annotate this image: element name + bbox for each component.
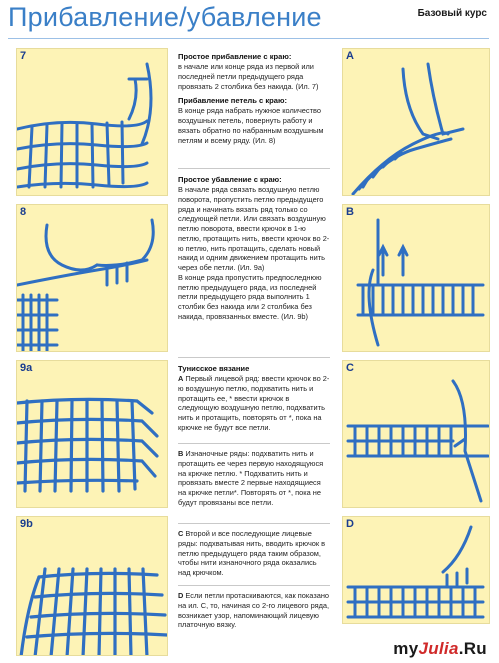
section-edge-increase <box>178 52 330 145</box>
section-edge-decrease <box>178 175 330 322</box>
section-heading: Тунисское вязание <box>178 364 250 373</box>
illustration-number: 8 <box>20 206 27 218</box>
site-watermark <box>393 639 487 659</box>
illustration-number: 9a <box>20 362 33 374</box>
illustration-letter: D <box>346 518 354 530</box>
step-letter: A <box>178 374 184 384</box>
illustration-D <box>342 516 490 624</box>
watermark-suffix: .Ru <box>458 639 487 658</box>
illustration-number: 9b <box>20 518 33 530</box>
illustration-A <box>342 48 490 196</box>
illustration-8 <box>16 204 168 352</box>
section-body: В конце ряда набрать нужное количество воздушных петель, повернуть работу и вязать обратно по набранным воздушным петлям и всему ряду. (Ил. 8) <box>178 106 324 145</box>
tunisian-drawing-B <box>343 205 490 352</box>
stitch-drawing-7 <box>17 49 168 196</box>
course-label: Базовый курс <box>417 8 487 19</box>
step-body: Первый лицевой ряд: ввести крючок во 2-ю воздушную петлю, подхватить нить и протащить ее, * ввести крючок в следующую воздушную петлю, подхватить нить и протащить, повторять от *, пока на крючке не будут все петли. <box>178 374 330 432</box>
illustration-B <box>342 204 490 352</box>
step-body: Изнаночные ряды: подхватить нить и протащить ее через первую находящуюся на крючке петлю. * Подхватить нить и провязать вместе 2 первые находящиеся на крючке петли*. Повторять от *, пока не будут провязаны все петли. <box>178 449 324 507</box>
illustration-9a <box>16 360 168 508</box>
section-heading: Прибавление петель с краю: <box>178 96 288 106</box>
illustration-letter: B <box>346 206 354 218</box>
section-body: В конце ряда пропустить предпоследнюю петлю предыдущего ряда, из последней петли предыдущего ряда выполнить 1 столбик без накида или 2 столбика без накида, провязанных вместе. (Ил. 9b) <box>178 272 322 321</box>
section-body: в начале или конце ряда из первой или последней петли предыдущего ряда провязать 2 столбика без накида. (Ил. 7) <box>178 62 319 91</box>
step-letter: C <box>178 529 184 538</box>
step-body: Если петли протаскиваются, как показано на ил. C, то, начиная со 2-го лицевого ряда, возникает узор, напоминающий лицевую платочную вязку. <box>178 591 330 630</box>
divider <box>178 523 330 524</box>
page-title: Прибавление/убавление <box>8 2 322 32</box>
title-divider <box>8 38 489 39</box>
section-body: В начале ряда связать воздушную петлю поворота, пропустить петлю предыдущего ряда и начинать вязать ряд только со следующей петли. Или связать воздушную петлю поворота, ввести крючок в 1-ю петлю, протащить нить, ввести крючок во 2-ю петлю, нить протащить, сделать новый накид и одним движением протащить нить через обе петли. (Ил. 9a) <box>178 185 330 273</box>
stitch-drawing-8 <box>17 205 168 352</box>
illustration-letter: A <box>346 50 354 62</box>
illustration-9b <box>16 516 168 656</box>
section-tunisian <box>178 364 330 433</box>
tunisian-drawing-D <box>343 517 490 624</box>
section-tunisian-d <box>178 591 330 630</box>
step-letter: D <box>178 591 184 600</box>
divider <box>178 357 330 358</box>
watermark-prefix: my <box>393 639 419 658</box>
tunisian-drawing-C <box>343 361 490 508</box>
divider <box>178 443 330 444</box>
illustration-C <box>342 360 490 508</box>
step-body: Второй и все последующие лицевые ряды: подхватывая нить, вводить крючок в петлю предыдущего ряда таким образом, чтобы нити изнаночного ряда оказались над крючком. <box>178 529 326 578</box>
section-heading: Простое убавление с краю: <box>178 175 282 184</box>
step-letter: B <box>178 449 184 458</box>
stitch-drawing-9b <box>17 517 168 656</box>
divider <box>178 168 330 169</box>
section-heading: Простое прибавление с краю: <box>178 52 292 61</box>
divider <box>178 585 330 586</box>
tunisian-drawing-A <box>343 49 490 196</box>
section-tunisian-b <box>178 449 330 508</box>
illustration-number: 7 <box>20 50 27 62</box>
watermark-brand: Julia <box>418 639 459 658</box>
section-tunisian-c <box>178 529 330 578</box>
illustration-7 <box>16 48 168 196</box>
illustration-letter: C <box>346 362 354 374</box>
stitch-drawing-9a <box>17 361 168 508</box>
